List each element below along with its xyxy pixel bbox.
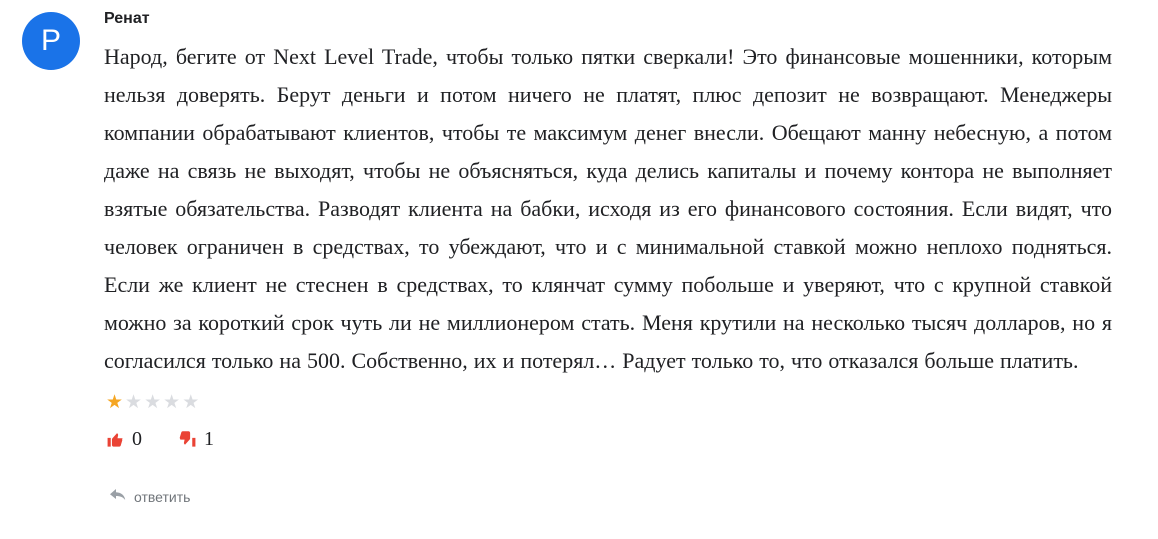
- reply-arrow-icon[interactable]: [110, 488, 126, 506]
- star-icon-4[interactable]: ★: [163, 392, 183, 413]
- review-content: [104, 8, 1112, 506]
- review-text: Народ, бегите от Next Level Trade, чтобы только пятки сверкали! Это финансовые мошенники, которым нельзя доверять. Берут деньги и потом ничего не платят, плюс депозит не возвращают. Менеджеры компании обрабатывают клиентов, чтобы те максимум денег внесли. Обещают манну небесную, а потом даже на связь не выходят, чтобы не объясняться, куда делись капиталы и почему контора не выполняет взятые обязательства. Разводят клиента на бабки, исходя из его финансового состояния. Если видят, что человек ограничен в средствах, то убеждают, что и с минимальной ставкой можно неплохо подняться. Если же клиент не стеснен в средствах, то клянчат сумму побольше и уверяют, что с крупной ставкой можно за короткий срок чуть ли не миллионером стать. Меня крутили на несколько тысяч долларов, но я согласился только на 500. Собственно, их и потерял… Радует только то, что отказался больше платить.: [104, 44, 1112, 373]
- vote-bar: [106, 428, 1112, 450]
- star-rating[interactable]: [106, 392, 1112, 414]
- star-icon-2[interactable]: ★: [125, 392, 145, 413]
- avatar: Р: [22, 12, 80, 70]
- star-icon-3[interactable]: ★: [144, 392, 164, 413]
- reply-button[interactable]: [110, 488, 1112, 506]
- thumbs-down-icon[interactable]: [178, 430, 197, 449]
- downvote-button[interactable]: [178, 428, 214, 450]
- reply-label: ответить: [134, 489, 191, 505]
- thumbs-up-icon[interactable]: [106, 430, 125, 449]
- star-icon-1[interactable]: ★: [106, 392, 126, 413]
- star-icon-5[interactable]: ★: [182, 392, 202, 413]
- review-author: Ренат: [104, 10, 150, 27]
- upvote-count: 0: [132, 428, 142, 450]
- upvote-button[interactable]: [106, 428, 142, 450]
- downvote-count: 1: [204, 428, 214, 450]
